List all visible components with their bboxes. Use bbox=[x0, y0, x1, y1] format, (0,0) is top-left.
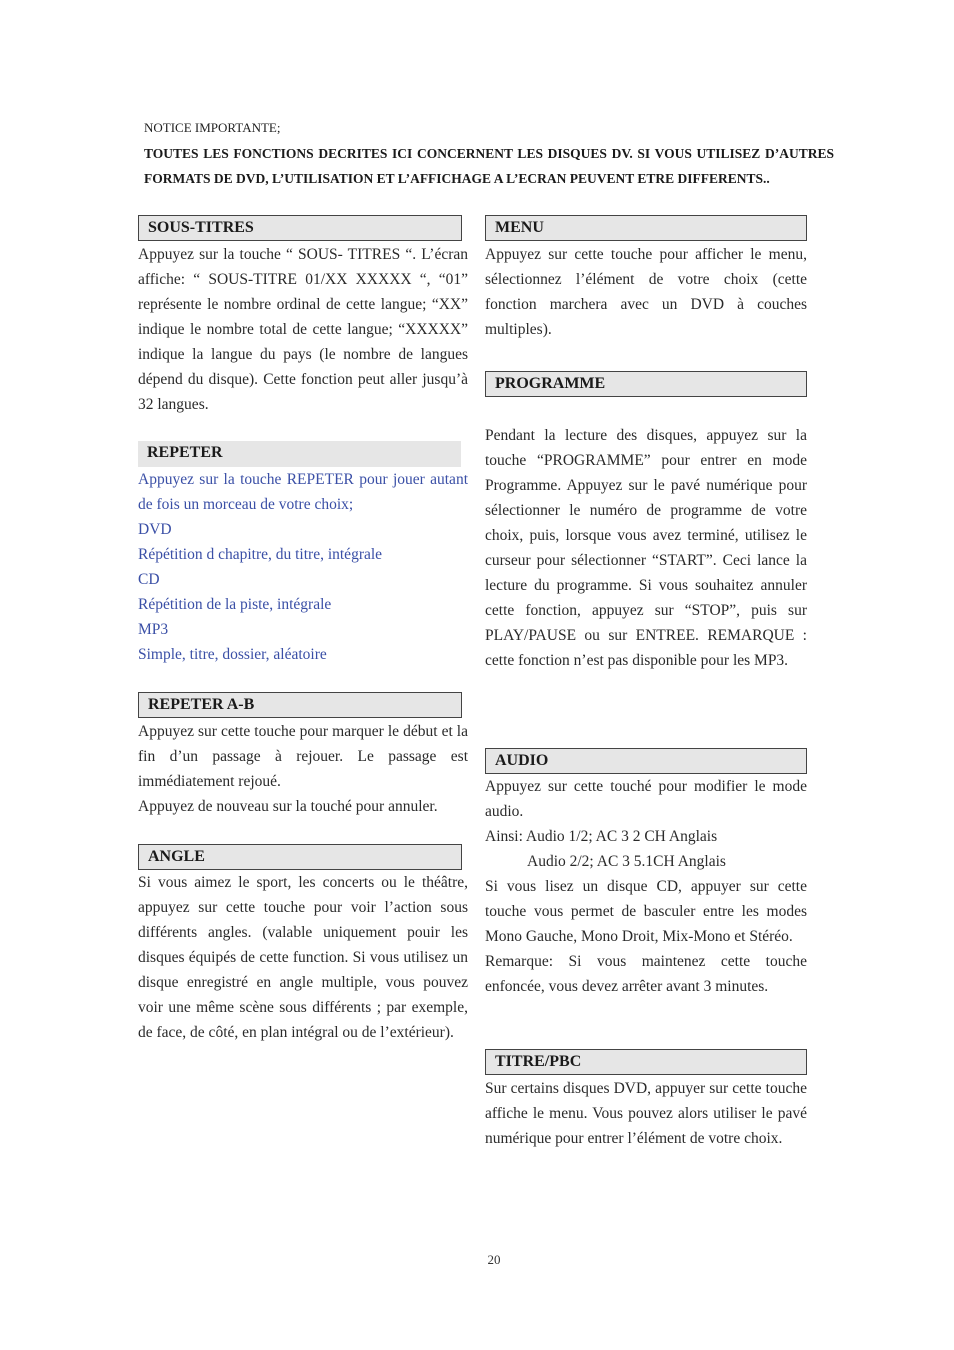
programme-text: Pendant la lecture des disques, appuyez sur la touche “PROGRAMME” pour entrer en mode Programme. Appuyez sur le pavé numérique pour sélectionner le numéro de programme de votre choix, puis, lorsque vous avez terminé, utilisez le curseur pour sélectionner “START”. Ceci lance la lecture du programme. Si vous souhaitez annuler cette fonction, appuyez sur “STOP”, puis sur PLAY/PAUSE ou sur ENTREE. REMARQUE : cette fonction n’est pas disponible pour les MP3. bbox=[485, 427, 807, 669]
titre-pbc-text: Sur certains disques DVD, appuyer sur cette touche affiche le menu. Vous pouvez alors utiliser le pavé numérique pour entrer l’élément de votre choix. bbox=[485, 1080, 807, 1147]
audio-line: Audio 2/2; AC 3 5.1CH Anglais bbox=[527, 853, 726, 870]
page-number: 20 bbox=[487, 1252, 501, 1267]
audio-line: Remarque: Si vous maintenez cette touche enfoncée, vous devez arrêter avant 3 minutes. bbox=[485, 953, 807, 995]
repeter-line: MP3 bbox=[138, 621, 169, 638]
section-title-titre-pbc: TITRE/PBC bbox=[485, 1049, 807, 1075]
sous-titres-text: Appuyez sur la touche “ SOUS- TITRES “. L’écran affiche: “ SOUS-TITRE 01/XX XXXXX “, “01” représente le nombre ordinal de cette langue; “XX” indique le nombre total de cette langue; “XXXXX” indique la langue du pays (le nombre de langues dépend du disque). Cette fonction peut aller jusqu’à 32 langues. bbox=[138, 246, 468, 413]
section-title-repeter-ab: REPETER A-B bbox=[138, 692, 462, 718]
repeter-line: DVD bbox=[138, 521, 172, 538]
repeter-ab-line: Appuyez sur cette touche pour marquer le début et la fin d’un passage à rejouer. Le passage est immédiatement rejoué. bbox=[138, 723, 468, 790]
menu-text: Appuyez sur cette touche pour afficher le menu, sélectionnez l’élément de votre choix (cette fonction marchera avec un DVD à couches multiples). bbox=[485, 246, 807, 338]
section-title-audio: AUDIO bbox=[485, 748, 807, 774]
repeter-text bbox=[138, 467, 468, 667]
section-title-sous-titres: SOUS-TITRES bbox=[138, 215, 462, 241]
repeter-ab-text bbox=[138, 719, 468, 819]
audio-line: Ainsi: Audio 1/2; AC 3 2 CH Anglais bbox=[485, 828, 718, 845]
audio-line: Appuyez sur cette touché pour modifier le mode audio. bbox=[485, 778, 807, 820]
repeter-line: CD bbox=[138, 571, 160, 588]
repeter-line: Appuyez sur la touche REPETER pour jouer autant de fois un morceau de votre choix; bbox=[138, 471, 468, 513]
section-title-angle: ANGLE bbox=[138, 844, 462, 870]
audio-line: Si vous lisez un disque CD, appuyer sur cette touche vous permet de basculer entre les modes Mono Gauche, Mono Droit, Mix-Mono et Stéréo. bbox=[485, 878, 807, 945]
section-title-repeter: REPETER bbox=[138, 441, 461, 467]
repeter-line: Simple, titre, dossier, aléatoire bbox=[138, 646, 327, 663]
notice-label: NOTICE IMPORTANTE; bbox=[144, 120, 281, 135]
audio-text bbox=[485, 774, 807, 999]
angle-text: Si vous aimez le sport, les concerts ou le théâtre, appuyez sur cette touche pour voir l’action sous différents angles. (valable uniquement pouir les disques équipés de cette function. Si vous utilisez un disque enregistré en angle multiple, vous pouvez voir une même scène sous différents ; par exemple, de face, de côté, en plan intégral ou de l’extérieur). bbox=[138, 874, 468, 1041]
section-title-programme: PROGRAMME bbox=[485, 371, 807, 397]
repeter-line: Répétition d chapitre, du titre, intégrale bbox=[138, 546, 383, 563]
warning-text: TOUTES LES FONCTIONS DECRITES ICI CONCERNENT LES DISQUES DV. SI VOUS UTILISEZ D’AUTRES FORMATS DE DVD, L’UTILISATION ET L’AFFICHAGE A L’ECRAN PEUVENT ETRE DIFFERENTS.. bbox=[144, 146, 834, 186]
repeter-ab-line: Appuyez de nouveau sur la touché pour annuler. bbox=[138, 798, 438, 815]
repeter-line: Répétition de la piste, intégrale bbox=[138, 596, 332, 613]
section-title-menu: MENU bbox=[485, 215, 807, 241]
